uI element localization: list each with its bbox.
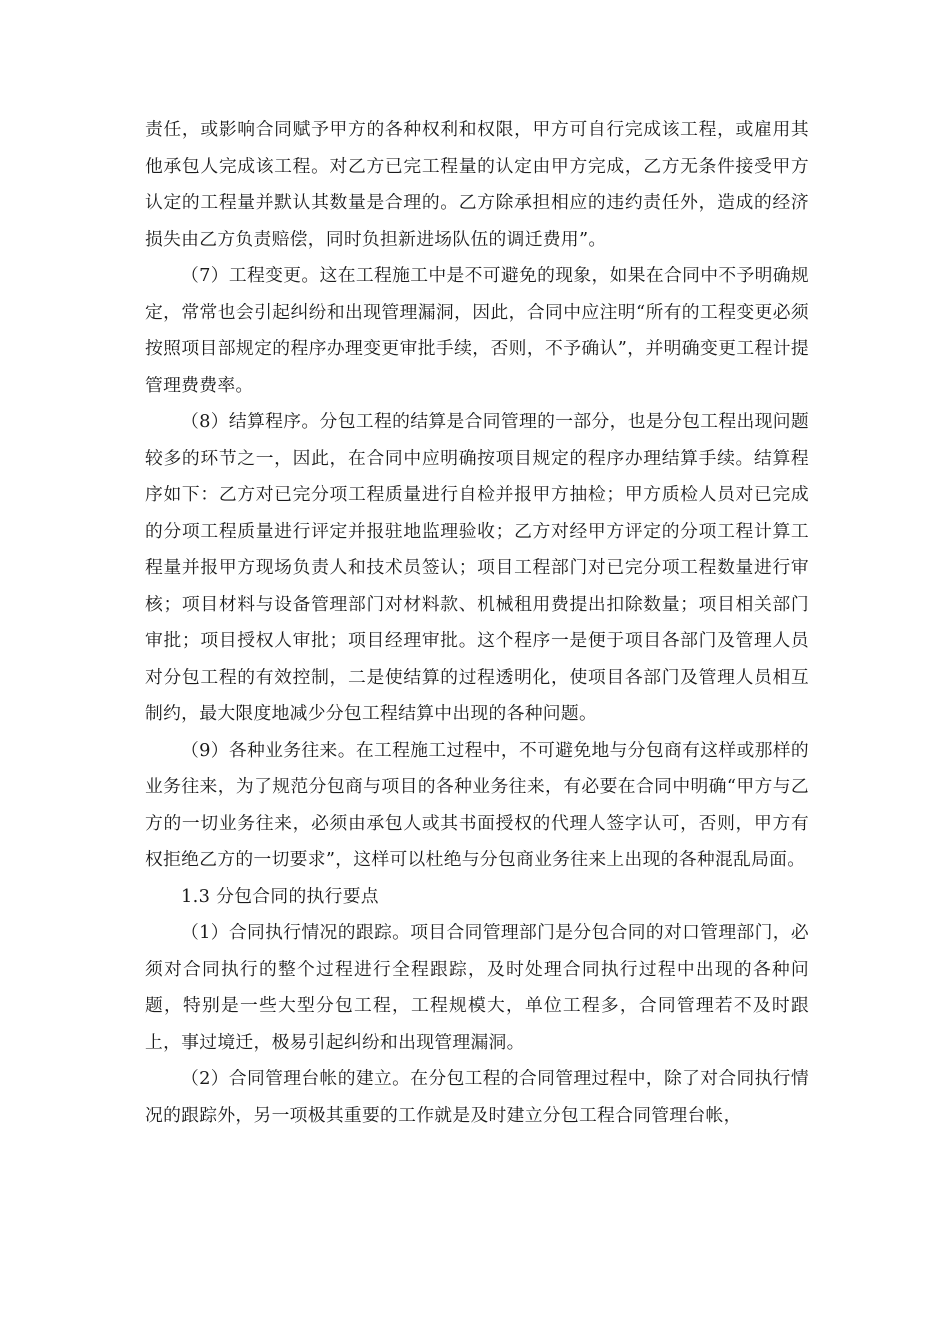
paragraph-business-dealings: （9）各种业务往来。在工程施工过程中，不可避免地与分包商有这样或那样的业务往来，为了规范分包商与项目的各种业务往来，有必要在合同中明确“甲方与乙方的一切业务往来，必须由承包人或其书面授权的代理人签字认可，否则，甲方有权拒绝乙方的一切要求”，这样可以杜绝与分包商业务往来上出现的各种混乱局面。 bbox=[145, 739, 809, 870]
paragraph-continuation: 责任，或影响合同赋予甲方的各种权利和权限，甲方可自行完成该工程，或雇用其他承包人完成该工程。对乙方已完工程量的认定由甲方完成，乙方无条件接受甲方认定的工程量并默认其数量是合理的。乙方除承担相应的违约责任外，造成的经济损失由乙方负责赔偿，同时负担新进场队伍的调迁费用”。 bbox=[145, 119, 809, 250]
paragraph-contract-ledger: （2）合同管理台帐的建立。在分包工程的合同管理过程中，除了对合同执行情况的跟踪外，另一项极其重要的工作就是及时建立分包工程合同管理台帐， bbox=[145, 1068, 809, 1126]
paragraph-contract-tracking: （1）合同执行情况的跟踪。项目合同管理部门是分包合同的对口管理部门，必须对合同执行的整个过程进行全程跟踪，及时处理合同执行过程中出现的各种问题，特别是一些大型分包工程，工程规模大，单位工程多，合同管理若不及时跟上，事过境迁，极易引起纠纷和出现管理漏洞。 bbox=[145, 922, 809, 1053]
paragraph-settlement-procedure: （8）结算程序。分包工程的结算是合同管理的一部分，也是分包工程出现问题较多的环节之一，因此，在合同中应明确按项目规定的程序办理结算手续。结算程序如下：乙方对已完分项工程质量进行自检并报甲方抽检；甲方质检人员对已完成的分项工程质量进行评定并报驻地监理验收；乙方对经甲方评定的分项工程计算工程量并报甲方现场负责人和技术员签认；项目工程部门对已完分项工程数量进行审核；项目材料与设备管理部门对材料款、机械租用费提出扣除数量；项目相关部门审批；项目授权人审批；项目经理审批。这个程序一是便于项目各部门及管理人员对分包工程的有效控制，二是使结算的过程透明化，使项目各部门及管理人员相互制约，最大限度地减少分包工程结算中出现的各种问题。 bbox=[145, 411, 809, 724]
document-page bbox=[145, 112, 809, 1134]
paragraph-engineering-change: （7）工程变更。这在工程施工中是不可避免的现象，如果在合同中不予明确规定，常常也会引起纠纷和出现管理漏洞，因此，合同中应注明“所有的工程变更必须按照项目部规定的程序办理变更审批手续，否则，不予确认”，并明确变更工程计提管理费费率。 bbox=[145, 265, 809, 396]
section-heading: 1.3 分包合同的执行要点 bbox=[181, 885, 379, 907]
